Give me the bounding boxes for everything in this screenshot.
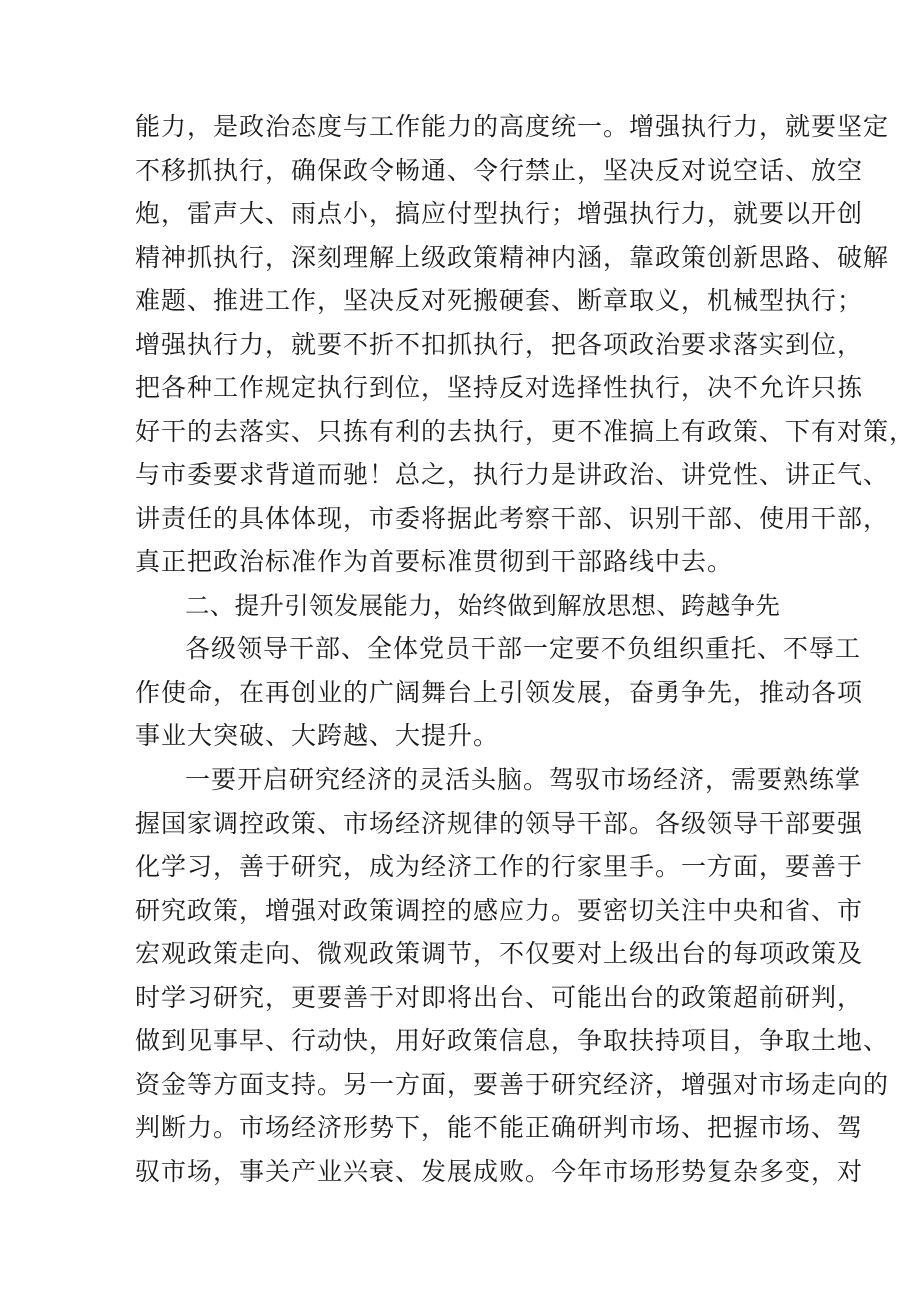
paragraph-line: 好干的去落实、只拣有利的去执行，更不准搞上有政策、下有对策， <box>135 416 916 446</box>
paragraph-line: 做到见事早、行动快，用好政策信息，争取扶持项目，争取土地、 <box>135 1026 890 1055</box>
paragraph-line: 不移抓执行，确保政令畅通、令行禁止，坚决反对说空话、放空 <box>135 155 864 185</box>
paragraph-line: 一要开启研究经济的灵活头脑。驾驭市场经济，需要熟练掌 <box>185 765 862 794</box>
paragraph-line: 研究政策，增强对政策调控的感应力。要密切关注中央和省、市 <box>135 895 864 925</box>
paragraph-line: 判断力。市场经济形势下，能不能正确研判市场、把握市场、驾 <box>135 1113 864 1142</box>
paragraph-intro <box>135 627 864 758</box>
paragraph-line: 与市委要求背道而驰！总之，执行力是讲政治、讲党性、讲正气、 <box>135 460 890 489</box>
paragraph-line: 时学习研究，更要善于对即将出台、可能出台的政策超前研判， <box>135 982 864 1012</box>
paragraph-line: 真正把政治标准作为首要标准贯彻到干部路线中去。 <box>135 547 734 576</box>
paragraph-line: 各级领导干部、全体党员干部一定要不负组织重托、不辱工 <box>185 634 862 663</box>
paragraph-line: 精神抓执行，深刻理解上级政策精神内涵，靠政策创新思路、破解 <box>135 242 890 272</box>
paragraph-line: 作使命，在再创业的广阔舞台上引领发展，奋勇争先，推动各项 <box>135 677 864 707</box>
paragraph-line: 炮，雷声大、雨点小，搞应付型执行；增强执行力，就要以开创 <box>135 199 864 228</box>
paragraph-line: 宏观政策走向、微观政策调节，不仅要对上级出台的每项政策及 <box>135 939 864 968</box>
section-heading: 二、提升引领发展能力，始终做到解放思想、跨越争先 <box>185 591 781 620</box>
paragraph-line: 资金等方面支持。另一方面，要善于研究经济，增强对市场走向的 <box>135 1069 890 1099</box>
paragraph-line: 能力，是政治态度与工作能力的高度统一。增强执行力，就要坚定 <box>135 112 890 141</box>
paragraph-line: 增强执行力，就要不折不扣抓执行，把各项政治要求落实到位， <box>135 329 864 359</box>
paragraph-line: 讲责任的具体体现，市委将据此考察干部、识别干部、使用干部， <box>135 503 890 533</box>
paragraph-line: 把各种工作规定执行到位，坚持反对选择性执行，决不允许只拣 <box>135 373 864 402</box>
paragraph-line: 驭市场，事关产业兴衰、发展成败。今年市场形势复杂多变，对 <box>135 1156 864 1186</box>
paragraph-line: 化学习，善于研究，成为经济工作的行家里手。一方面，要善于 <box>135 852 864 881</box>
paragraph-executive-ability <box>135 105 916 584</box>
paragraph-economy-research <box>135 758 890 1193</box>
paragraph-line: 握国家调控政策、市场经济规律的领导干部。各级领导干部要强 <box>135 808 864 838</box>
paragraph-line: 事业大突破、大跨越、大提升。 <box>135 721 500 750</box>
paragraph-line: 难题、推进工作，坚决反对死搬硬套、断章取义，机械型执行； <box>135 286 864 315</box>
